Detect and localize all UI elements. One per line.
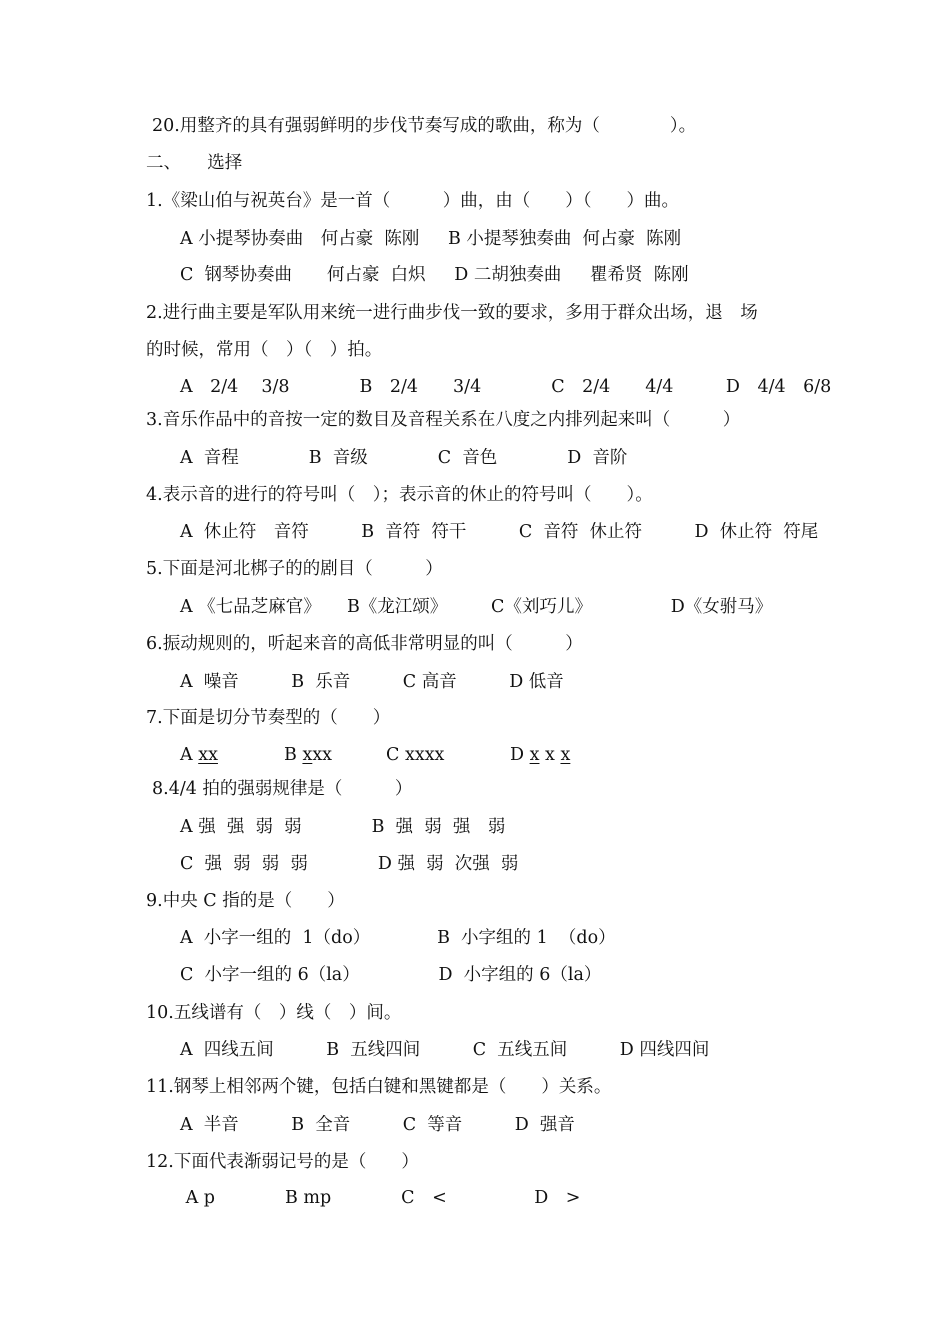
section-title: 二、 选择 <box>146 153 243 173</box>
rhythm-notation: xx <box>198 745 218 765</box>
question-7-option-a <box>180 744 218 766</box>
question-9-options-row2: C 小字一组的 6（la） D 小字组的 6（la） <box>180 965 602 985</box>
question-4-options: A 休止符 音符 B 音符 符干 C 音符 休止符 D 休止符 符尾 <box>180 522 819 542</box>
question-5-stem: 5.下面是河北梆子的的剧目（ ） <box>146 559 443 579</box>
question-1-stem: 1.《梁山伯与祝英台》是一首（ ）曲，由（ ）（ ）曲。 <box>146 191 679 211</box>
question-7-stem: 7.下面是切分节奏型的（ ） <box>146 708 391 728</box>
question-6-options: A 噪音 B 乐音 C 高音 D 低音 <box>180 672 564 692</box>
question-5-options: A 《七品芝麻官》 B《龙江颂》 C《刘巧儿》 D《女驸马》 <box>180 597 773 617</box>
rhythm-notation: xx <box>312 745 333 765</box>
question-2-stem-line1: 2.进行曲主要是军队用来统一进行曲步伐一致的要求，多用于群众出场，退 场 <box>146 303 758 323</box>
question-8-options-row1: A 强 强 弱 弱 B 强 弱 强 弱 <box>180 817 506 837</box>
rhythm-notation: x <box>529 745 540 765</box>
option-label: A <box>180 745 199 765</box>
option-label: D <box>510 745 530 765</box>
option-label: B <box>284 745 303 765</box>
question-11-options: A 半音 B 全音 C 等音 D 强音 <box>180 1115 575 1135</box>
question-7-option-d <box>510 744 570 766</box>
rhythm-notation: x <box>539 745 561 765</box>
question-12-stem: 12.下面代表渐弱记号的是（ ） <box>146 1152 419 1172</box>
rhythm-notation: x <box>560 745 571 765</box>
question-8-options-row2: C 强 弱 弱 弱 D 强 弱 次强 弱 <box>180 854 519 874</box>
question-2-options: A 2/4 3/8 B 2/4 3/4 C 2/4 4/4 D 4/4 6/8 <box>180 377 832 397</box>
question-10-options: A 四线五间 B 五线四间 C 五线五间 D 四线四间 <box>180 1040 710 1060</box>
question-11-stem: 11.钢琴上相邻两个键，包括白键和黑键都是（ ）关系。 <box>146 1077 612 1097</box>
question-9-stem: 9.中央 C 指的是（ ） <box>146 891 345 911</box>
rhythm-notation: x <box>302 745 313 765</box>
question-6-stem: 6.振动规则的，听起来音的高低非常明显的叫（ ） <box>146 634 583 654</box>
question-12-options: A p B mp C < D > <box>180 1188 581 1208</box>
question-8-stem: 8.4/4 拍的强弱规律是（ ） <box>152 779 413 799</box>
question-1-options-row1: A 小提琴协奏曲 何占豪 陈刚 B 小提琴独奏曲 何占豪 陈刚 <box>180 229 682 249</box>
question-4-stem: 4.表示音的进行的符号叫（ ）；表示音的休止的符号叫（ ）。 <box>146 485 653 505</box>
question-7-option-c: C xxxx <box>386 745 445 765</box>
question-3-options: A 音程 B 音级 C 音色 D 音阶 <box>180 448 628 468</box>
question-1-options-row2: C 钢琴协奏曲 何占豪 白炽 D 二胡独奏曲 瞿希贤 陈刚 <box>180 265 689 285</box>
question-9-options-row1: A 小字一组的 1（do） B 小字组的 1 （do） <box>180 928 616 948</box>
question-7-option-b <box>284 744 332 766</box>
question-3-stem: 3.音乐作品中的音按一定的数目及音程关系在八度之内排列起来叫（ ） <box>146 410 741 430</box>
question-10-stem: 10.五线谱有（ ）线（ ）间。 <box>146 1003 402 1023</box>
question-20: 20.用整齐的具有强弱鲜明的步伐节奏写成的歌曲，称为（ ）。 <box>152 116 697 136</box>
question-2-stem-line2: 的时候，常用（ ）（ ）拍。 <box>146 340 383 360</box>
